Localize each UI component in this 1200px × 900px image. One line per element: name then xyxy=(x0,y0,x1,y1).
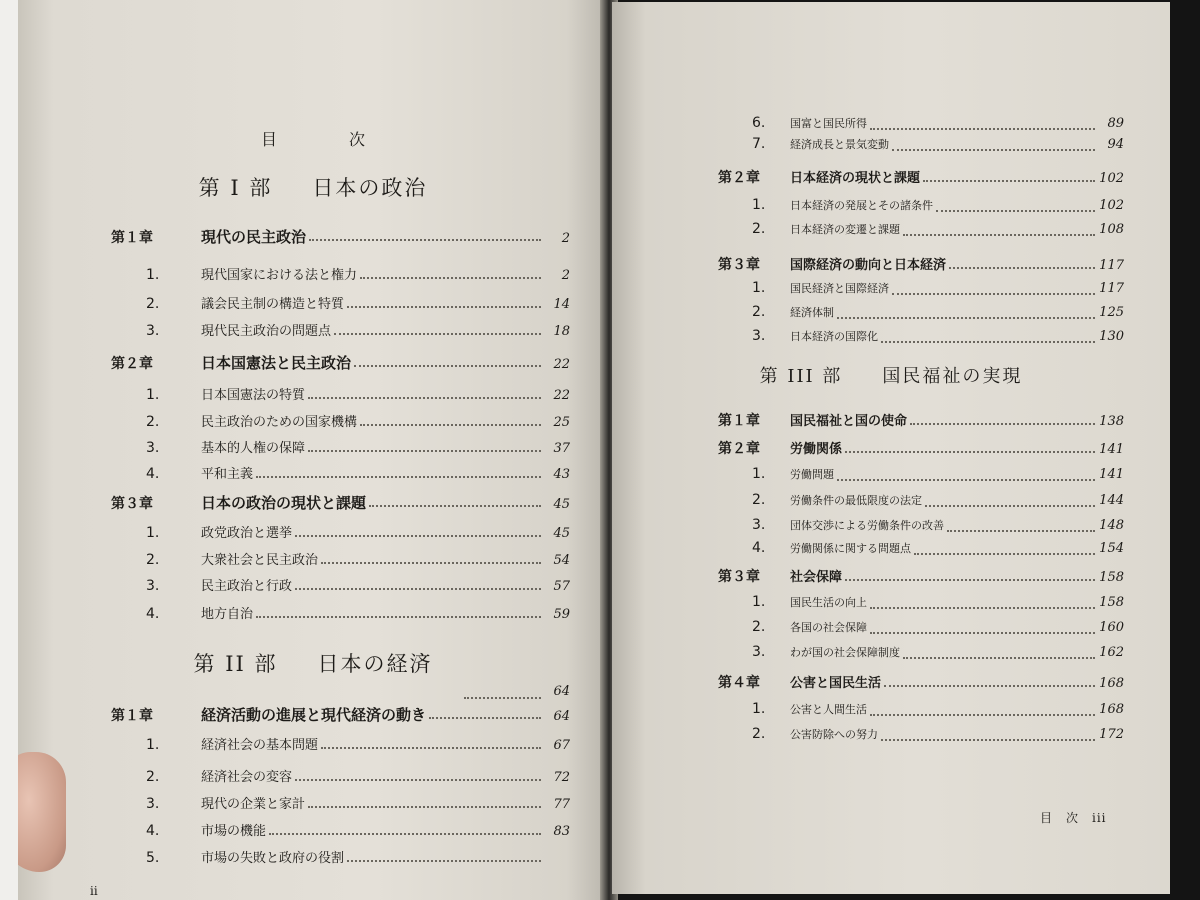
section-number: 1. xyxy=(146,525,160,541)
toc-entry xyxy=(752,304,1124,324)
toc-entry xyxy=(146,549,570,569)
section-title: 日本経済の国際化 xyxy=(790,330,878,343)
dot-leader xyxy=(321,747,541,749)
section-title: 地方自治 xyxy=(201,607,254,622)
section-number: 2. xyxy=(146,414,160,430)
dot-leader xyxy=(429,717,541,719)
dot-leader xyxy=(892,293,1095,295)
dot-leader xyxy=(837,317,1095,319)
toc-entry xyxy=(752,221,1124,241)
page-number: 57 xyxy=(553,579,570,594)
toc-entry xyxy=(752,328,1124,348)
section-number: 2. xyxy=(146,552,160,568)
chapter-label: 第２章 xyxy=(718,441,760,457)
toc-entry xyxy=(146,437,570,457)
section-number: 2. xyxy=(752,304,766,320)
toc-entry xyxy=(752,726,1124,746)
dot-leader xyxy=(347,306,541,308)
page-number: 77 xyxy=(553,797,570,812)
dot-leader xyxy=(949,267,1095,269)
page-number: 64 xyxy=(553,709,570,724)
dot-leader xyxy=(925,505,1095,507)
page-number: 37 xyxy=(553,441,570,456)
dot-leader xyxy=(910,423,1095,425)
section-number: 4. xyxy=(146,606,160,622)
dot-leader xyxy=(256,476,541,478)
page-number: 158 xyxy=(1099,595,1124,610)
section-title: 経済社会の変容 xyxy=(201,770,293,785)
section-number: 2. xyxy=(146,769,160,785)
section-title: 平和主義 xyxy=(201,467,254,482)
chapter-title: 日本の政治の現状と課題 xyxy=(201,494,367,512)
toc-entry xyxy=(752,115,1124,135)
section-title: 労働条件の最低限度の法定 xyxy=(790,494,922,507)
toc-entry xyxy=(111,352,570,372)
section-title: 経済成長と景気変動 xyxy=(790,138,889,151)
page-number: 54 xyxy=(553,553,570,568)
toc-entry xyxy=(146,264,570,284)
section-title: 経済社会の基本問題 xyxy=(201,738,319,753)
toc-entry xyxy=(718,438,1124,458)
section-title: 政党政治と選挙 xyxy=(201,526,293,541)
page-number: 158 xyxy=(1099,570,1124,585)
dot-leader xyxy=(936,210,1095,212)
chapter-title: 公害と国民生活 xyxy=(790,676,882,691)
page-number-footer: 目 次 iii xyxy=(1040,811,1107,825)
background-table-edge xyxy=(0,0,18,900)
section-number: 3. xyxy=(146,323,160,339)
chapter-label: 第３章 xyxy=(718,569,760,585)
section-title: 市場の失敗と政府の役割 xyxy=(201,851,345,866)
page-number: 138 xyxy=(1099,414,1124,429)
dot-leader xyxy=(903,657,1095,659)
page-number: 22 xyxy=(553,388,570,403)
dot-leader xyxy=(308,397,541,399)
page-number: 130 xyxy=(1099,329,1124,344)
dot-leader xyxy=(334,333,541,335)
page-number: 162 xyxy=(1099,645,1124,660)
toc-entry xyxy=(146,734,570,754)
dot-leader xyxy=(870,714,1095,716)
chapter-label: 第１章 xyxy=(111,230,153,246)
section-number: 1. xyxy=(752,466,766,482)
page-number: 18 xyxy=(553,324,570,339)
part-title: 国民福祉の実現 xyxy=(882,366,1023,387)
section-title: 国民経済と国際経済 xyxy=(790,282,889,295)
chapter-label: 第１章 xyxy=(111,708,153,724)
dot-leader xyxy=(295,535,541,537)
toc-entry xyxy=(146,820,570,840)
section-title: 民主政治のための国家機構 xyxy=(201,415,358,430)
part-heading-3 xyxy=(612,362,1170,388)
dot-leader xyxy=(881,341,1095,343)
section-number: 1. xyxy=(752,197,766,213)
chapter-title: 社会保障 xyxy=(790,570,843,585)
toc-entry xyxy=(752,197,1124,217)
dot-leader xyxy=(837,479,1095,481)
section-number: 1. xyxy=(752,594,766,610)
section-title: 公害と人間生活 xyxy=(790,703,867,716)
section-title: 経済体制 xyxy=(790,306,834,319)
dot-leader xyxy=(881,739,1095,741)
toc-entry xyxy=(752,280,1124,300)
section-number: 3. xyxy=(146,796,160,812)
dot-leader xyxy=(947,530,1095,532)
section-title: 団体交渉による労働条件の改善 xyxy=(790,519,944,532)
section-number: 4. xyxy=(146,466,160,482)
toc-entry xyxy=(752,701,1124,721)
dot-leader xyxy=(914,553,1095,555)
toc-entry xyxy=(718,410,1124,430)
page-number: 67 xyxy=(553,738,570,753)
chapter-label: 第４章 xyxy=(718,675,760,691)
toc-entry xyxy=(752,594,1124,614)
dot-leader xyxy=(308,806,541,808)
chapter-title: 経済活動の進展と現代経済の動き xyxy=(201,706,427,724)
toc-entry xyxy=(146,603,570,623)
dot-leader xyxy=(295,588,541,590)
chapter-title: 現代の民主政治 xyxy=(201,228,307,246)
section-title: 各国の社会保障 xyxy=(790,621,867,634)
page-number: 102 xyxy=(1099,171,1124,186)
section-number: 4. xyxy=(146,823,160,839)
page-number: 2 xyxy=(561,231,570,246)
toc-entry xyxy=(111,704,570,724)
section-title: 日本国憲法の特質 xyxy=(201,388,306,403)
page-number: 72 xyxy=(553,770,570,785)
dot-leader xyxy=(295,779,541,781)
toc-entry xyxy=(718,566,1124,586)
dot-leader xyxy=(870,632,1095,634)
dot-leader xyxy=(321,562,541,564)
section-title: 日本経済の変遷と課題 xyxy=(790,223,900,236)
dot-leader xyxy=(464,697,541,699)
page-number: 125 xyxy=(1099,305,1124,320)
page-number: 154 xyxy=(1099,541,1124,556)
part-heading-1 xyxy=(18,172,608,202)
section-number: 3. xyxy=(752,328,766,344)
part-heading-2 xyxy=(18,648,608,678)
page-number: 168 xyxy=(1099,702,1124,717)
section-number: 4. xyxy=(752,540,766,556)
section-number: 2. xyxy=(752,221,766,237)
dot-leader xyxy=(308,450,541,452)
page-number: 117 xyxy=(1099,281,1124,296)
section-number: 6. xyxy=(752,115,766,131)
section-number: 7. xyxy=(752,136,766,152)
toc-entry xyxy=(146,384,570,404)
dot-leader xyxy=(892,149,1095,151)
page-number: 64 xyxy=(553,684,570,699)
dot-leader xyxy=(903,234,1095,236)
page-number: 172 xyxy=(1099,727,1124,742)
section-title: 議会民主制の構造と特質 xyxy=(201,297,345,312)
toc-entry xyxy=(718,254,1124,274)
dot-leader xyxy=(269,833,541,835)
toc-entry xyxy=(752,644,1124,664)
section-title: 大衆社会と民主政治 xyxy=(201,553,319,568)
toc-entry xyxy=(146,847,570,867)
section-number: 2. xyxy=(752,492,766,508)
dot-leader xyxy=(870,607,1095,609)
page-number: 89 xyxy=(1107,116,1124,131)
part-title: 日本の政治 xyxy=(312,176,428,200)
page-number: 168 xyxy=(1099,676,1124,691)
chapter-label: 第３章 xyxy=(111,496,153,512)
section-number: 3. xyxy=(752,517,766,533)
page-number: 45 xyxy=(553,497,570,512)
section-number: 2. xyxy=(752,726,766,742)
toc-entry xyxy=(146,293,570,313)
dot-leader xyxy=(369,505,541,507)
toc-entry xyxy=(752,517,1124,537)
section-number: 3. xyxy=(146,578,160,594)
part-title: 日本の経済 xyxy=(317,652,433,676)
section-title: 市場の機能 xyxy=(201,824,267,839)
page-number-footer: ii xyxy=(90,884,98,898)
toc-entry xyxy=(146,463,570,483)
chapter-label: 第２章 xyxy=(111,356,153,372)
toc-entry xyxy=(752,540,1124,560)
dot-leader xyxy=(884,685,1095,687)
dot-leader xyxy=(845,579,1095,581)
thumb xyxy=(18,752,66,872)
section-number: 1. xyxy=(752,280,766,296)
page-number: 141 xyxy=(1099,442,1124,457)
section-title: 基本的人権の保障 xyxy=(201,441,306,456)
toc-entry xyxy=(146,522,570,542)
section-title: 国富と国民所得 xyxy=(790,117,867,130)
toc-entry xyxy=(146,793,570,813)
toc-entry xyxy=(461,684,570,704)
page-number: 22 xyxy=(553,357,570,372)
chapter-title: 日本経済の現状と課題 xyxy=(790,171,921,186)
chapter-title: 労働関係 xyxy=(790,442,843,457)
dot-leader xyxy=(256,616,541,618)
page-number: 141 xyxy=(1099,467,1124,482)
section-title: 日本経済の発展とその諸条件 xyxy=(790,199,933,212)
page-number: 83 xyxy=(553,824,570,839)
left-page xyxy=(18,0,608,900)
dot-leader xyxy=(347,860,541,862)
section-title: 国民生活の向上 xyxy=(790,596,867,609)
page-number: 108 xyxy=(1099,222,1124,237)
section-number: 1. xyxy=(146,387,160,403)
part-number: 第 I 部 xyxy=(198,176,273,200)
toc-entry xyxy=(146,575,570,595)
dot-leader xyxy=(360,277,541,279)
section-number: 2. xyxy=(752,619,766,635)
page-number: 43 xyxy=(553,467,570,482)
section-number: 2. xyxy=(146,296,160,312)
toc-entry xyxy=(718,672,1124,692)
section-title: 現代の企業と家計 xyxy=(201,797,306,812)
toc-entry xyxy=(752,619,1124,639)
part-number: 第 III 部 xyxy=(759,366,843,387)
page-number: 14 xyxy=(553,297,570,312)
chapter-title: 国際経済の動向と日本経済 xyxy=(790,258,947,273)
toc-entry xyxy=(718,167,1124,187)
section-number: 1. xyxy=(752,701,766,717)
section-title: 労働問題 xyxy=(790,468,834,481)
toc-entry xyxy=(111,492,570,512)
toc-entry xyxy=(752,492,1124,512)
chapter-label: 第１章 xyxy=(718,413,760,429)
section-number: 3. xyxy=(146,440,160,456)
toc-entry xyxy=(146,320,570,340)
section-number: 5. xyxy=(146,850,160,866)
chapter-label: 第３章 xyxy=(718,257,760,273)
page-number: 45 xyxy=(553,526,570,541)
contents-title: 目 次 xyxy=(260,130,393,149)
page-number: 2 xyxy=(561,268,570,283)
section-title: 民主政治と行政 xyxy=(201,579,293,594)
dot-leader xyxy=(354,365,541,367)
dot-leader xyxy=(870,128,1095,130)
section-title: 現代国家における法と権力 xyxy=(201,268,358,283)
page-number: 94 xyxy=(1107,137,1124,152)
section-title: 現代民主政治の問題点 xyxy=(201,324,332,339)
section-number: 1. xyxy=(146,737,160,753)
toc-entry xyxy=(146,766,570,786)
part-number: 第 II 部 xyxy=(193,652,278,676)
section-number: 3. xyxy=(752,644,766,660)
section-title: わが国の社会保障制度 xyxy=(790,646,900,659)
dot-leader xyxy=(845,451,1095,453)
page-number: 59 xyxy=(553,607,570,622)
toc-entry xyxy=(752,466,1124,486)
page-number: 102 xyxy=(1099,198,1124,213)
chapter-title: 日本国憲法と民主政治 xyxy=(201,354,352,372)
section-title: 労働関係に関する問題点 xyxy=(790,542,911,555)
page-number: 160 xyxy=(1099,620,1124,635)
page-number: 25 xyxy=(553,415,570,430)
toc-entry xyxy=(146,411,570,431)
page-number: 117 xyxy=(1099,258,1124,273)
dot-leader xyxy=(309,239,541,241)
section-title: 公害防除への努力 xyxy=(790,728,878,741)
chapter-label: 第２章 xyxy=(718,170,760,186)
toc-entry xyxy=(111,226,570,246)
dot-leader xyxy=(923,180,1095,182)
dot-leader xyxy=(360,424,541,426)
chapter-title: 国民福祉と国の使命 xyxy=(790,414,908,429)
toc-entry xyxy=(752,136,1124,156)
page-number: 144 xyxy=(1099,493,1124,508)
page-number: 148 xyxy=(1099,518,1124,533)
section-number: 1. xyxy=(146,267,160,283)
right-page xyxy=(612,2,1170,894)
